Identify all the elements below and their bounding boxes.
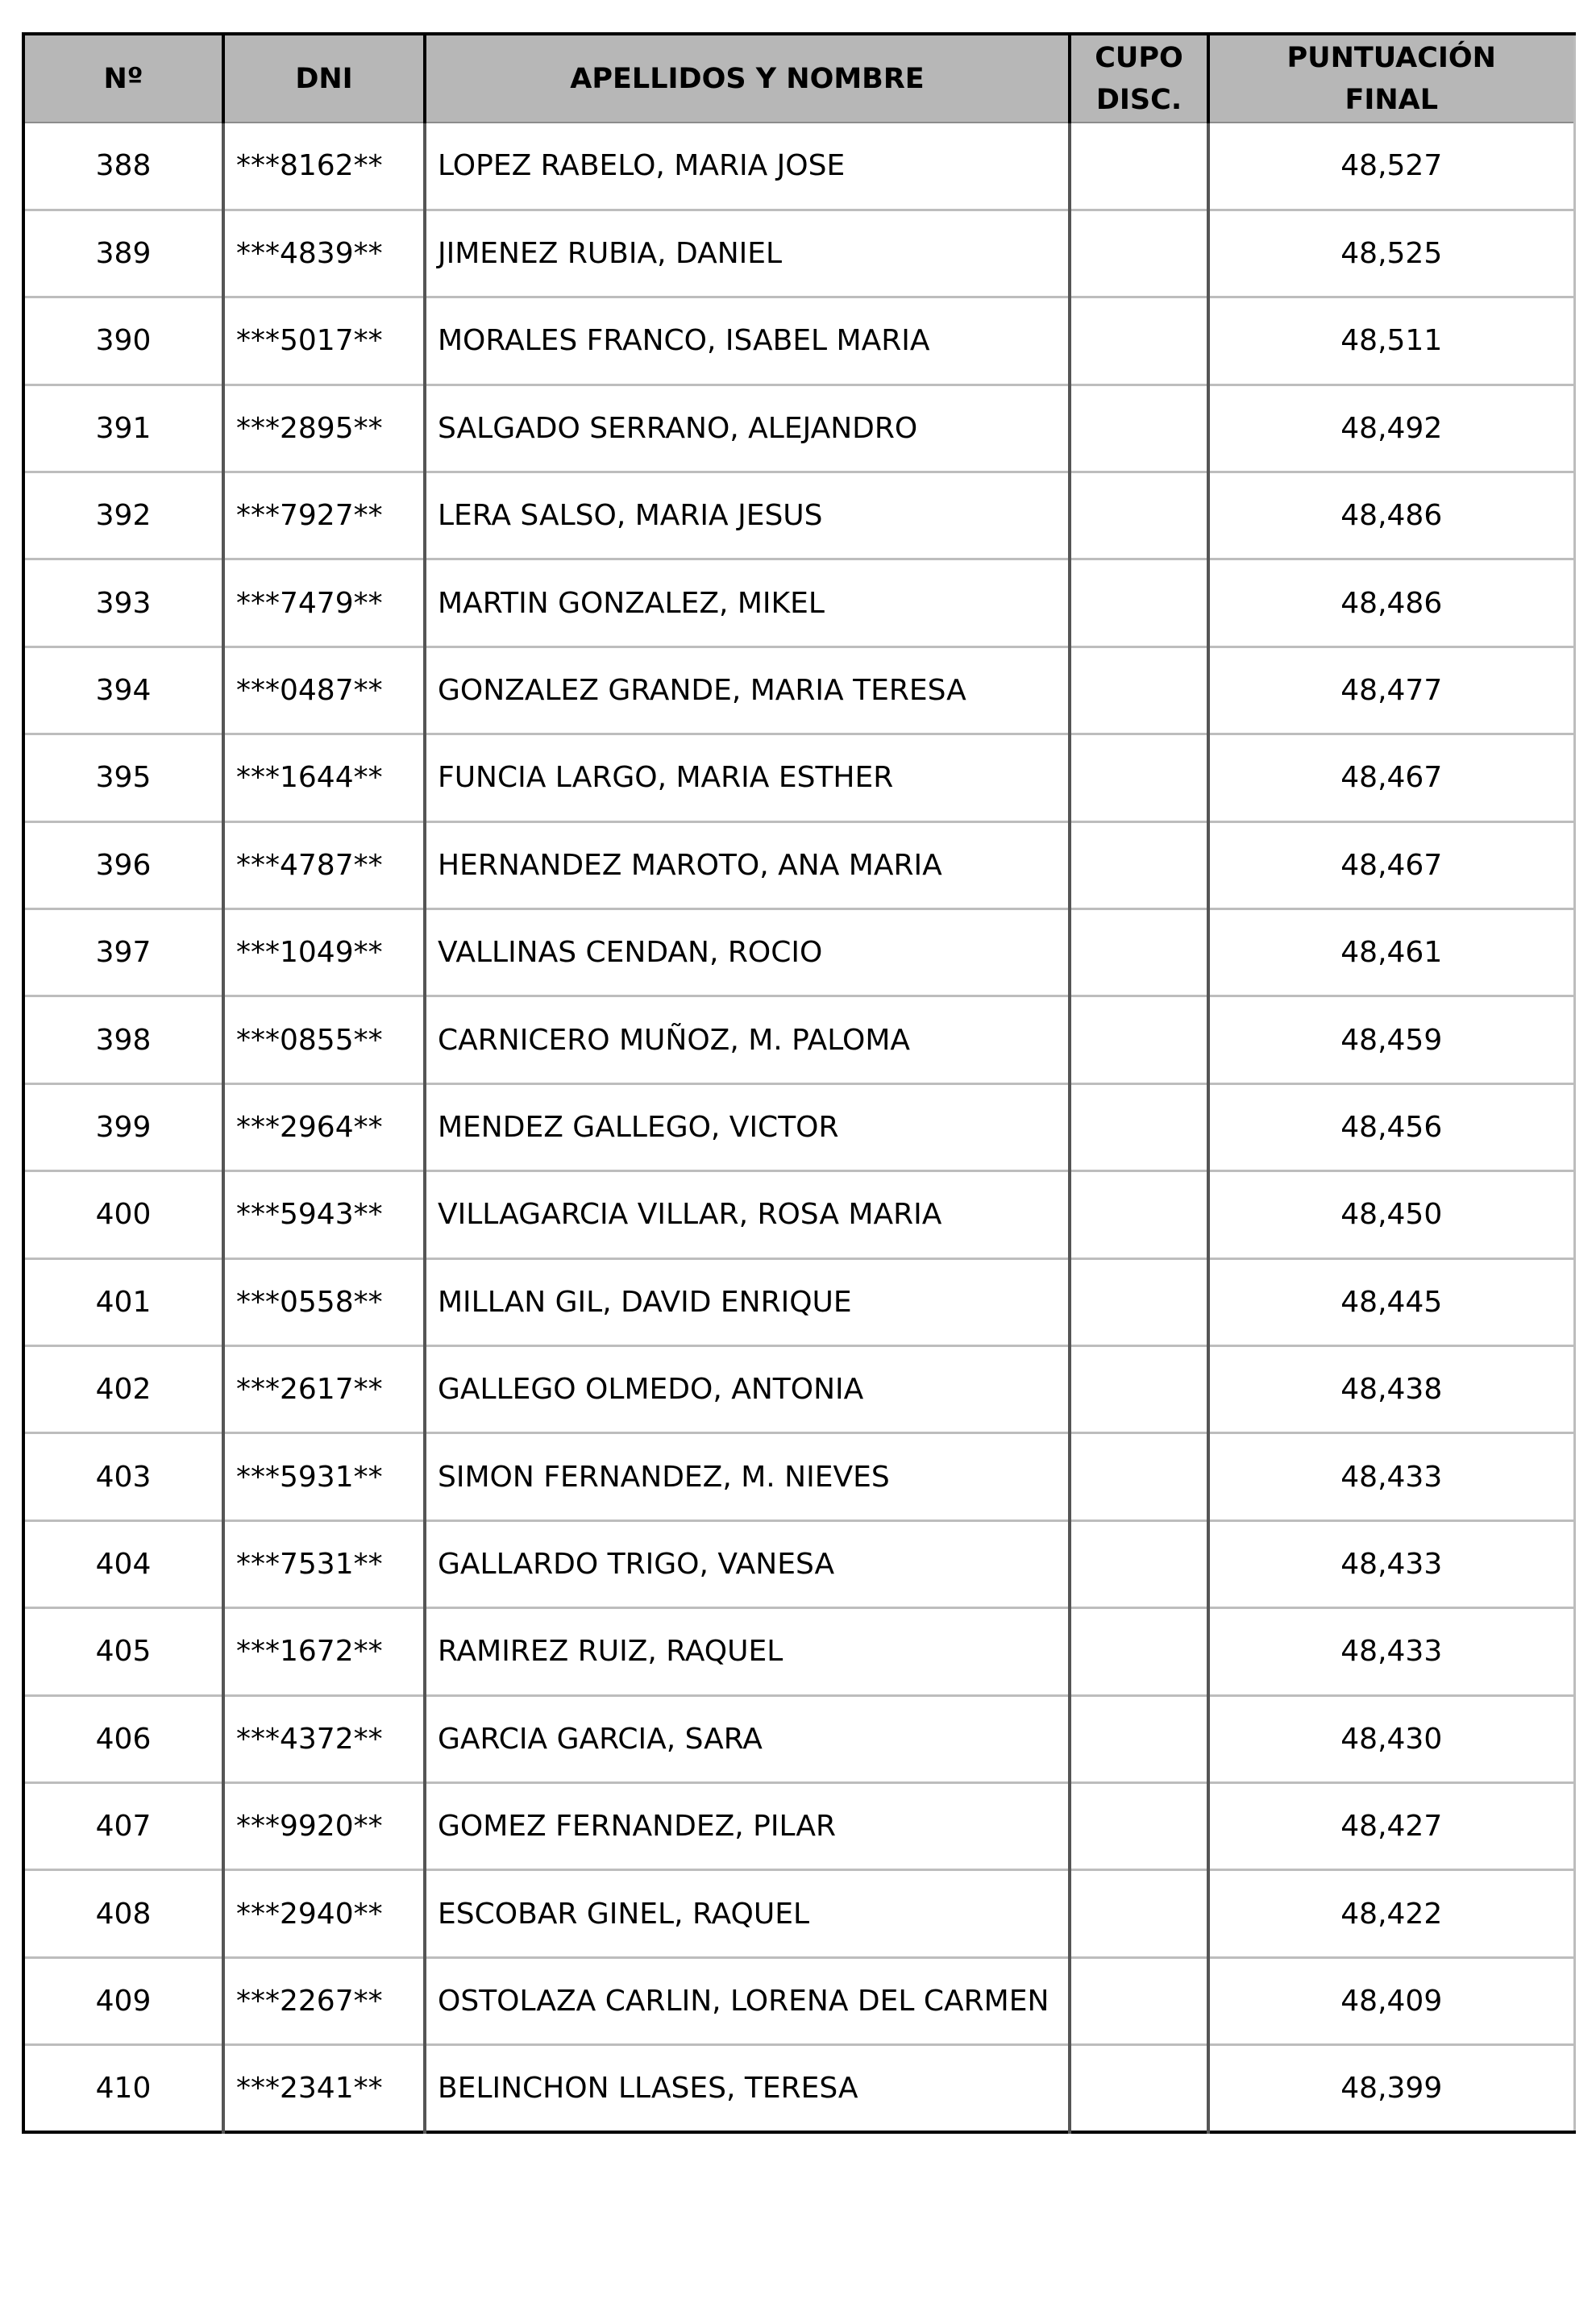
cell-number: 405 [23, 1608, 223, 1695]
cell-dni: ***2895** [223, 385, 425, 472]
table-row [23, 734, 1574, 821]
table-row [23, 2045, 1574, 2132]
cell-name: GONZALEZ GRANDE, MARIA TERESA [425, 646, 1070, 734]
cell-name: LERA SALSO, MARIA JESUS [425, 472, 1070, 559]
table-header [23, 34, 1574, 123]
cell-puntuacion: 48,430 [1208, 1695, 1574, 1782]
cell-puntuacion: 48,445 [1208, 1258, 1574, 1345]
cell-number: 388 [23, 123, 223, 210]
cell-name: GALLEGO OLMEDO, ANTONIA [425, 1345, 1070, 1432]
cell-puntuacion: 48,511 [1208, 297, 1574, 385]
table-row [23, 1433, 1574, 1520]
cell-cupo-disc [1070, 559, 1208, 646]
table-row [23, 1083, 1574, 1170]
cell-puntuacion: 48,456 [1208, 1083, 1574, 1170]
cell-cupo-disc [1070, 646, 1208, 734]
header-dni: DNI [223, 34, 425, 123]
cell-number: 393 [23, 559, 223, 646]
cell-puntuacion: 48,467 [1208, 734, 1574, 821]
cell-name: MILLAN GIL, DAVID ENRIQUE [425, 1258, 1070, 1345]
cell-dni: ***1672** [223, 1608, 425, 1695]
table-row [23, 1957, 1574, 2044]
cell-number: 408 [23, 1870, 223, 1957]
cell-dni: ***7927** [223, 472, 425, 559]
cell-name: SIMON FERNANDEZ, M. NIEVES [425, 1433, 1070, 1520]
cell-cupo-disc [1070, 123, 1208, 210]
header-cupo-disc [1070, 34, 1208, 123]
cell-dni: ***9920** [223, 1782, 425, 1869]
cell-puntuacion: 48,438 [1208, 1345, 1574, 1432]
table-body [23, 123, 1574, 2132]
cell-puntuacion: 48,486 [1208, 559, 1574, 646]
cell-dni: ***2267** [223, 1957, 425, 2044]
cell-number: 396 [23, 821, 223, 908]
results-table [22, 32, 1576, 2134]
cell-dni: ***4839** [223, 210, 425, 297]
cell-dni: ***1049** [223, 909, 425, 996]
cell-puntuacion: 48,461 [1208, 909, 1574, 996]
cell-cupo-disc [1070, 2045, 1208, 2132]
cell-dni: ***5931** [223, 1433, 425, 1520]
table-row [23, 1258, 1574, 1345]
table-row [23, 297, 1574, 385]
table-row [23, 996, 1574, 1083]
cell-cupo-disc [1070, 996, 1208, 1083]
cell-puntuacion: 48,450 [1208, 1171, 1574, 1258]
cell-number: 404 [23, 1520, 223, 1607]
table-row [23, 646, 1574, 734]
cell-name: MARTIN GONZALEZ, MIKEL [425, 559, 1070, 646]
cell-dni: ***2341** [223, 2045, 425, 2132]
cell-dni: ***4787** [223, 821, 425, 908]
cell-name: VILLAGARCIA VILLAR, ROSA MARIA [425, 1171, 1070, 1258]
cell-number: 399 [23, 1083, 223, 1170]
cell-cupo-disc [1070, 1433, 1208, 1520]
cell-dni: ***2617** [223, 1345, 425, 1432]
cell-name: RAMIREZ RUIZ, RAQUEL [425, 1608, 1070, 1695]
cell-name: SALGADO SERRANO, ALEJANDRO [425, 385, 1070, 472]
cell-cupo-disc [1070, 1258, 1208, 1345]
cell-cupo-disc [1070, 909, 1208, 996]
cell-number: 394 [23, 646, 223, 734]
cell-cupo-disc [1070, 1870, 1208, 1957]
cell-cupo-disc [1070, 210, 1208, 297]
cell-number: 392 [23, 472, 223, 559]
cell-number: 410 [23, 2045, 223, 2132]
cell-number: 395 [23, 734, 223, 821]
cell-name: BELINCHON LLASES, TERESA [425, 2045, 1070, 2132]
table-row [23, 1782, 1574, 1869]
table-row [23, 1171, 1574, 1258]
cell-puntuacion: 48,433 [1208, 1433, 1574, 1520]
header-cupo-line1: CUPO [1095, 41, 1183, 74]
cell-puntuacion: 48,525 [1208, 210, 1574, 297]
header-punt-line2: FINAL [1345, 83, 1439, 116]
header-cupo-line2: DISC. [1095, 83, 1182, 116]
cell-puntuacion: 48,486 [1208, 472, 1574, 559]
cell-dni: ***5943** [223, 1171, 425, 1258]
cell-number: 389 [23, 210, 223, 297]
cell-number: 402 [23, 1345, 223, 1432]
document-sheet [22, 32, 1573, 2134]
table-row [23, 1345, 1574, 1432]
cell-cupo-disc [1070, 297, 1208, 385]
table-row [23, 1870, 1574, 1957]
cell-name: LOPEZ RABELO, MARIA JOSE [425, 123, 1070, 210]
cell-dni: ***7479** [223, 559, 425, 646]
table-row [23, 472, 1574, 559]
cell-name: FUNCIA LARGO, MARIA ESTHER [425, 734, 1070, 821]
cell-cupo-disc [1070, 1520, 1208, 1607]
cell-name: OSTOLAZA CARLIN, LORENA DEL CARMEN [425, 1957, 1070, 2044]
header-puntuacion-final [1208, 34, 1574, 123]
cell-number: 401 [23, 1258, 223, 1345]
cell-puntuacion: 48,492 [1208, 385, 1574, 472]
cell-dni: ***0558** [223, 1258, 425, 1345]
header-row [23, 34, 1574, 123]
table-row [23, 123, 1574, 210]
cell-dni: ***0487** [223, 646, 425, 734]
cell-number: 390 [23, 297, 223, 385]
cell-cupo-disc [1070, 1695, 1208, 1782]
cell-cupo-disc [1070, 1782, 1208, 1869]
table-row [23, 821, 1574, 908]
cell-number: 400 [23, 1171, 223, 1258]
header-name: APELLIDOS Y NOMBRE [425, 34, 1070, 123]
cell-number: 409 [23, 1957, 223, 2044]
cell-number: 397 [23, 909, 223, 996]
cell-puntuacion: 48,433 [1208, 1608, 1574, 1695]
cell-number: 391 [23, 385, 223, 472]
cell-name: GOMEZ FERNANDEZ, PILAR [425, 1782, 1070, 1869]
cell-cupo-disc [1070, 1608, 1208, 1695]
cell-name: HERNANDEZ MAROTO, ANA MARIA [425, 821, 1070, 908]
cell-puntuacion: 48,477 [1208, 646, 1574, 734]
cell-cupo-disc [1070, 472, 1208, 559]
cell-cupo-disc [1070, 385, 1208, 472]
cell-name: CARNICERO MUÑOZ, M. PALOMA [425, 996, 1070, 1083]
table-row [23, 385, 1574, 472]
cell-number: 406 [23, 1695, 223, 1782]
cell-name: ESCOBAR GINEL, RAQUEL [425, 1870, 1070, 1957]
cell-name: VALLINAS CENDAN, ROCIO [425, 909, 1070, 996]
cell-dni: ***7531** [223, 1520, 425, 1607]
cell-cupo-disc [1070, 821, 1208, 908]
table-row [23, 1520, 1574, 1607]
header-number: Nº [23, 34, 223, 123]
cell-number: 403 [23, 1433, 223, 1520]
cell-cupo-disc [1070, 1083, 1208, 1170]
cell-cupo-disc [1070, 734, 1208, 821]
cell-name: GARCIA GARCIA, SARA [425, 1695, 1070, 1782]
table-row [23, 1695, 1574, 1782]
cell-dni: ***0855** [223, 996, 425, 1083]
cell-dni: ***5017** [223, 297, 425, 385]
cell-name: JIMENEZ RUBIA, DANIEL [425, 210, 1070, 297]
cell-name: MENDEZ GALLEGO, VICTOR [425, 1083, 1070, 1170]
cell-puntuacion: 48,433 [1208, 1520, 1574, 1607]
cell-dni: ***8162** [223, 123, 425, 210]
table-row [23, 210, 1574, 297]
cell-name: MORALES FRANCO, ISABEL MARIA [425, 297, 1070, 385]
cell-puntuacion: 48,527 [1208, 123, 1574, 210]
cell-cupo-disc [1070, 1957, 1208, 2044]
cell-number: 407 [23, 1782, 223, 1869]
cell-dni: ***1644** [223, 734, 425, 821]
cell-puntuacion: 48,399 [1340, 2072, 1443, 2106]
table-row [23, 909, 1574, 996]
cell-puntuacion: 48,409 [1208, 1957, 1574, 2044]
cell-dni: ***2964** [223, 1083, 425, 1170]
table-row [23, 1608, 1574, 1695]
cell-dni: ***4372** [223, 1695, 425, 1782]
cell-cupo-disc [1070, 1171, 1208, 1258]
cell-dni: ***2940** [223, 1870, 425, 1957]
cell-number: 398 [23, 996, 223, 1083]
cell-puntuacion: 48,467 [1208, 821, 1574, 908]
cell-puntuacion: 48,459 [1208, 996, 1574, 1083]
cell-puntuacion: 48,422 [1208, 1870, 1574, 1957]
cell-puntuacion: 48,427 [1208, 1782, 1574, 1869]
table-row [23, 559, 1574, 646]
cell-name: GALLARDO TRIGO, VANESA [425, 1520, 1070, 1607]
cell-cupo-disc [1070, 1345, 1208, 1432]
header-punt-line1: PUNTUACIÓN [1286, 41, 1496, 74]
